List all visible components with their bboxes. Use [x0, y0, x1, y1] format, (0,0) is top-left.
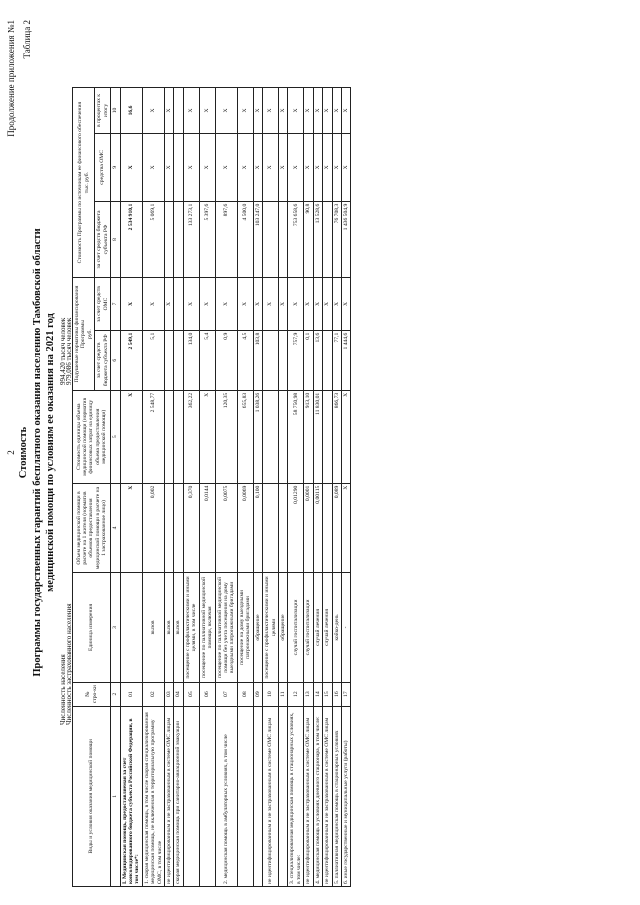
- cell-cb: 897,6: [215, 201, 237, 278]
- table-row: [183, 88, 199, 887]
- cell-no: 05: [183, 682, 199, 706]
- cell-cb: 4 500,0: [237, 201, 253, 278]
- doc-title-line3: медицинской помощи по условиям ее оказания на 2021 год: [45, 313, 56, 592]
- cell-kind: 2. медицинская помощь в амбулаторных условиях, в том числе: [215, 706, 237, 886]
- cell-co: X: [332, 133, 341, 201]
- cell-no: 02: [142, 682, 164, 706]
- cell-co: X: [120, 133, 142, 201]
- cell-kind: [199, 706, 215, 886]
- cell-no: 03: [165, 682, 174, 706]
- col-number: 4: [111, 483, 120, 573]
- cell-co: X: [237, 133, 253, 201]
- cell-kind: [253, 706, 262, 886]
- cell-uc: [165, 390, 174, 483]
- cell-cb: 1 436 504,9: [341, 201, 350, 278]
- cell-cb: [165, 201, 174, 278]
- cell-no: 17: [341, 682, 350, 706]
- cell-po: X: [237, 278, 253, 330]
- cell-unit: -: [341, 573, 350, 682]
- cell-co: X: [183, 133, 199, 201]
- header-per-capita-unit: руб.: [86, 329, 93, 339]
- cell-no: 08: [237, 682, 253, 706]
- cell-unit: [120, 573, 142, 682]
- cell-pct: X: [288, 88, 304, 134]
- insured-value: 979,086 тысяч человек: [65, 317, 73, 385]
- cell-unit: посещение с профилактическими и иными целями, в том числе: [183, 573, 199, 682]
- page-number: 2: [6, 450, 16, 455]
- cell-po: X: [341, 278, 350, 330]
- cell-pct: X: [313, 88, 322, 134]
- cell-po: X: [323, 278, 332, 330]
- cell-unit: койко-день: [332, 573, 341, 682]
- table-row: [288, 88, 304, 887]
- cell-no: 14: [313, 682, 322, 706]
- cell-kind: 3. специализированная медицинская помощь в стационарных условиях, в том числе:: [288, 706, 304, 886]
- cell-co: X: [263, 133, 279, 201]
- cell-no: 10: [263, 682, 279, 706]
- cell-vol: X: [341, 483, 350, 573]
- cell-kind: 1. скорая медицинская помощь, в том числе скорая специализированная медицинская помощь, не включенная в территориальную программу ОМС, в том числе: [142, 706, 164, 886]
- cell-kind: [278, 706, 287, 886]
- cell-po: X: [263, 278, 279, 330]
- cell-vol: 0,0069: [237, 483, 253, 573]
- cell-pct: X: [263, 88, 279, 134]
- table-row: [304, 88, 313, 887]
- cell-pb: 1 444,6: [341, 330, 350, 390]
- cell-no: 04: [174, 682, 183, 706]
- cell-uc: 655,83: [237, 390, 253, 483]
- cell-pct: X: [142, 88, 164, 134]
- table-row: [199, 88, 215, 887]
- cell-cb: 133 273,1: [183, 201, 199, 278]
- cost-table: [72, 87, 351, 887]
- table-row: [120, 88, 142, 887]
- cell-po: X: [183, 278, 199, 330]
- col-number: 1: [111, 706, 120, 886]
- col-number: 2: [111, 682, 120, 706]
- cell-vol: [174, 483, 183, 573]
- cell-no: 01: [120, 682, 142, 706]
- header-src-oms: за счет средств ОМС: [95, 278, 111, 330]
- header-row-no: № стро-ки: [73, 682, 111, 706]
- cell-uc: [323, 390, 332, 483]
- cell-cb: 2 534 910,1: [120, 201, 142, 278]
- cell-pct: X: [237, 88, 253, 134]
- cell-unit: вызов: [174, 573, 183, 682]
- cell-pct: X: [253, 88, 262, 134]
- header-percent: в процентах к итогу: [95, 88, 111, 134]
- doc-title-line2: Программы государственных гарантий бесплатного оказания населению Тамбовской области: [32, 228, 43, 677]
- col-number: 5: [111, 390, 120, 483]
- header-per-capita-title: Подушевые нормативы финансирования Программы: [74, 285, 87, 383]
- table-row: [263, 88, 279, 887]
- cell-pb: [278, 330, 287, 390]
- cell-kind: 5. паллиативная медицинская помощь в стационарных условиях: [332, 706, 341, 886]
- cell-pct: X: [215, 88, 237, 134]
- cell-po: X: [215, 278, 237, 330]
- table-row: [313, 88, 322, 887]
- cell-uc: 362,22: [183, 390, 199, 483]
- cell-po: X: [120, 278, 142, 330]
- cell-no: 16: [332, 682, 341, 706]
- cell-unit: случай госпитализации: [304, 573, 313, 682]
- cell-vol: 0,370: [183, 483, 199, 573]
- cell-pb: 2 549,1: [120, 330, 142, 390]
- cell-cb: 76 708,3: [332, 201, 341, 278]
- header-program-cost-unit: тыс. руб.: [83, 172, 90, 194]
- cell-pct: [174, 88, 183, 134]
- cell-pb: 5,1: [142, 330, 164, 390]
- col-number: 3: [111, 573, 120, 682]
- cell-unit: случай лечения: [323, 573, 332, 682]
- cell-kind: [183, 706, 199, 886]
- cell-unit: посещение на дому выездными патронажными бригадами: [237, 573, 253, 682]
- cell-vol: 0,01290: [288, 483, 304, 573]
- cell-kind: не идентифицированным и не застрахованным в системе ОМС лицам: [263, 706, 279, 886]
- cell-pb: 13,6: [313, 330, 322, 390]
- population-label: Численность населения: [59, 654, 67, 725]
- cell-co: X: [278, 133, 287, 201]
- cell-pct: X: [183, 88, 199, 134]
- cell-no: 13: [304, 682, 313, 706]
- cell-kind: I. Медицинская помощь, предоставляемая за счет консолидированного бюджета субъекта Российской Федерации, в том числе*:: [120, 706, 142, 886]
- cell-pct: 16,6: [120, 88, 142, 134]
- cell-unit: посещение с профилактическими и иными целями: [263, 573, 279, 682]
- cell-unit: вызов: [142, 573, 164, 682]
- cell-cb: 5 397,6: [199, 201, 215, 278]
- cell-vol: X: [120, 483, 142, 573]
- cell-no: 12: [288, 682, 304, 706]
- cell-no: 09: [253, 682, 262, 706]
- cell-vol: [165, 483, 174, 573]
- cell-co: X: [323, 133, 332, 201]
- cell-uc: [263, 390, 279, 483]
- cell-pb: 0,9: [215, 330, 237, 390]
- cell-co: X: [165, 133, 174, 201]
- cell-pct: X: [199, 88, 215, 134]
- cell-pb: 134,0: [183, 330, 199, 390]
- cell-po: X: [304, 278, 313, 330]
- cell-pct: X: [304, 88, 313, 134]
- cell-kind: скорая медицинская помощь при санитарно-авиационной эвакуации: [174, 706, 183, 886]
- header-program-cost-title: Стоимость Программы по источникам ее финансового обеспечения: [77, 101, 84, 264]
- col-number: 8: [111, 201, 120, 278]
- cell-unit: случай госпитализации: [288, 573, 304, 682]
- cell-unit: посещение по паллиативной медицинской помощи, включая: [199, 573, 215, 682]
- cell-vol: 0,00115: [313, 483, 322, 573]
- cell-unit: посещение по паллиативной медицинской помощи без учета посещения на дому выездными патронажными бригадами: [215, 573, 237, 682]
- cell-unit: обращение: [253, 573, 262, 682]
- cell-no: 06: [199, 682, 215, 706]
- insured-label: Численность застрахованного населения: [65, 603, 73, 725]
- cell-po: X: [165, 278, 174, 330]
- table-row: [215, 88, 237, 887]
- cell-vol: [263, 483, 279, 573]
- cell-uc: [278, 390, 287, 483]
- population-value: 994,420 тысяч человек: [59, 317, 67, 385]
- cell-vol: 0,0001: [304, 483, 313, 573]
- cell-kind: [237, 706, 253, 886]
- header-unit-cost: Стоимость единицы объема медицинской помощи (норматив финансовых затрат на единицу объема предоставления медицинской помощи): [73, 390, 111, 483]
- cell-po: X: [313, 278, 322, 330]
- cell-po: X: [332, 278, 341, 330]
- cell-uc: 866,73: [332, 390, 341, 483]
- table-row: [142, 88, 164, 887]
- cell-pct: X: [165, 88, 174, 134]
- cell-unit: обращение: [278, 573, 287, 682]
- cell-pb: 77,1: [332, 330, 341, 390]
- cell-cb: 753 658,6: [288, 201, 304, 278]
- cell-cb: 90,8: [304, 201, 313, 278]
- cell-kind: 4. медицинская помощь в условиях дневного стационара, в том числе:: [313, 706, 322, 886]
- cell-co: X: [199, 133, 215, 201]
- cell-pct: X: [332, 88, 341, 134]
- cell-co: X: [215, 133, 237, 201]
- cell-uc: X: [199, 390, 215, 483]
- header-unit: Единица измерения: [73, 573, 111, 682]
- cell-vol: 0,0075: [215, 483, 237, 573]
- cell-kind: не идентифицированным и не застрахованным в системе ОМС лицам: [323, 706, 332, 886]
- cell-cb: 13 528,6: [313, 201, 322, 278]
- header-program-cost: [73, 88, 95, 278]
- table-row: [278, 88, 287, 887]
- cell-no: 15: [323, 682, 332, 706]
- cell-pct: X: [323, 88, 332, 134]
- cell-uc: 11 830,01: [313, 390, 322, 483]
- cell-co: X: [304, 133, 313, 201]
- cell-no: 11: [278, 682, 287, 706]
- cell-vol: 0,002: [142, 483, 164, 573]
- header-src-budget-2: за счет средств бюджета субъекта РФ: [95, 201, 111, 278]
- cell-pb: 5,4: [199, 330, 215, 390]
- cell-uc: X: [120, 390, 142, 483]
- table-row: [332, 88, 341, 887]
- cell-pb: [165, 330, 174, 390]
- cell-uc: 913,10: [304, 390, 313, 483]
- cell-pb: [263, 330, 279, 390]
- cell-pb: [323, 330, 332, 390]
- cell-uc: [174, 390, 183, 483]
- cell-uc: 2 548,77: [142, 390, 164, 483]
- cell-unit: случай лечения: [313, 573, 322, 682]
- header-volume: Объем медицинской помощи в расчете на 1 жителя (норматив объемов предоставления медицинской помощи в расчете на 1 застрахованное лицо): [73, 483, 111, 573]
- continuation-note: Продолжение приложения №1: [6, 20, 16, 137]
- cell-uc: 1 038,26: [253, 390, 262, 483]
- cell-po: [174, 278, 183, 330]
- table-row: [174, 88, 183, 887]
- cell-vol: [323, 483, 332, 573]
- cell-co: X: [253, 133, 262, 201]
- table-label: Таблица 2: [22, 20, 32, 59]
- cell-kind: не идентифицированным и не застрахованным в системе ОМС лицам: [304, 706, 313, 886]
- table-row: [237, 88, 253, 887]
- cell-cb: [263, 201, 279, 278]
- cell-co: X: [142, 133, 164, 201]
- cell-pb: 103,8: [253, 330, 262, 390]
- cell-co: X: [313, 133, 322, 201]
- cell-po: X: [288, 278, 304, 330]
- col-number: 6: [111, 330, 120, 390]
- header-per-capita: [73, 278, 95, 391]
- cell-no: 07: [215, 682, 237, 706]
- cell-co: X: [288, 133, 304, 201]
- cell-uc: 120,35: [215, 390, 237, 483]
- cell-cb: 5 069,1: [142, 201, 164, 278]
- table-row: [165, 88, 174, 887]
- cell-pct: X: [278, 88, 287, 134]
- cell-co: [174, 133, 183, 201]
- cell-pb: 757,9: [288, 330, 304, 390]
- header-src-budget: за счет средств бюджета субъекта РФ: [95, 330, 111, 390]
- header-src-oms-funds: средства ОМС: [95, 133, 111, 201]
- header-kind: Виды и условия оказания медицинской помощи: [73, 706, 111, 886]
- cell-pct: X: [341, 88, 350, 134]
- cell-cb: [278, 201, 287, 278]
- cell-vol: 0,100: [253, 483, 262, 573]
- col-number: 7: [111, 278, 120, 330]
- doc-title: Стоимость: [18, 426, 29, 479]
- table-row: [341, 88, 350, 887]
- cell-cb: 103 247,0: [253, 201, 262, 278]
- cell-pb: 0,1: [304, 330, 313, 390]
- cell-cb: [323, 201, 332, 278]
- cell-uc: 58 750,98: [288, 390, 304, 483]
- table-row: [323, 88, 332, 887]
- cell-pb: [174, 330, 183, 390]
- cell-vol: 0,0144: [199, 483, 215, 573]
- cell-co: X: [341, 133, 350, 201]
- cell-kind: 6. иные государственные и муниципальные услуги (работы): [341, 706, 350, 886]
- cell-po: X: [199, 278, 215, 330]
- cell-pb: 4,5: [237, 330, 253, 390]
- cell-kind: не идентифицированным и не застрахованным в системе ОМС лицам: [165, 706, 174, 886]
- cell-uc: X: [341, 390, 350, 483]
- cell-vol: [278, 483, 287, 573]
- cell-po: X: [253, 278, 262, 330]
- table-row: [253, 88, 262, 887]
- cell-po: X: [142, 278, 164, 330]
- cell-po: X: [278, 278, 287, 330]
- col-number: 9: [111, 133, 120, 201]
- col-number: 10: [111, 88, 120, 134]
- cell-cb: [174, 201, 183, 278]
- cell-vol: 0,089: [332, 483, 341, 573]
- cell-unit: вызов: [165, 573, 174, 682]
